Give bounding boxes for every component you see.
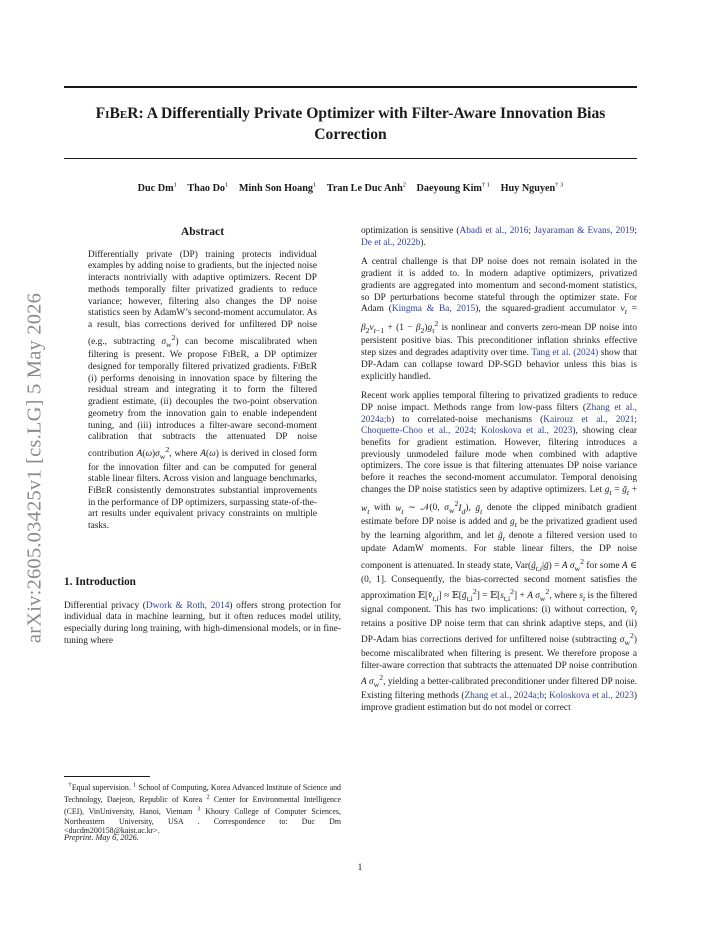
footnote-rule xyxy=(64,776,150,777)
citation-link[interactable]: Kairouz et al., 2021 xyxy=(543,414,635,425)
citation-link[interactable]: De et al., 2022b xyxy=(361,237,421,248)
footnote: †Equal supervision. $^1$ School of Computing, Korea Advanced Institute of Science and Technology, Daejeon, Republic of Korea $^2$ Center for Environmental Intelligence (CEI), VinUniversity, Hanoi, Vietnam $^3$ Khoury College of Computer Sciences, Northeastern University, USA . Correspondence to: Duc Dm <ducdm200158@kaist.ac.kr>. xyxy=(64,781,342,836)
citation-link[interactable]: Koloskova et al., 2023 xyxy=(480,426,573,437)
citation-link[interactable]: Kingma & Ba, 2015 xyxy=(391,304,476,315)
page-number: 1 xyxy=(357,863,363,873)
intro-paragraph: Differential privacy (Dwork & Roth, 2014) offers strong protection for individual data in machine learning, but it often reduces model utility, especially during long training, with high-dimensional models, or in fine-tuning where xyxy=(64,600,341,646)
author-list xyxy=(64,182,637,194)
citation-link[interactable]: Abadi et al., 2016 xyxy=(459,226,529,236)
abstract-heading: Abstract xyxy=(180,225,225,238)
citation-link[interactable]: Zhang et al., 2024a;b xyxy=(464,691,545,702)
citation-link[interactable]: Dwork & Roth, 2014 xyxy=(145,600,230,611)
section-heading-introduction: 1. Introduction xyxy=(64,575,136,588)
author: Daeyoung Kim$^{\dagger 1}$ xyxy=(416,182,491,195)
citation-link[interactable]: Choquette-Choo et al., 2024 xyxy=(361,426,474,437)
author: Tran Le Duc Anh$^2$ xyxy=(326,182,406,195)
intro-paragraph: A central challenge is that DP noise does not remain isolated in the gradient it is added to. In modern adaptive optimizers, privatized gradients are aggregated into momentum and second-moment statistics, so DP perturbations become stateful through the optimizer state. For Adam (Kingma & Ba, 2015), the squared-gradient accumulator $v_t = \beta_2v_{t-1} + (1 - \beta_2)g_t^2$ is nonlinear and converts zero-mean DP noise into persistent positive bias. This preconditioner inflation shrinks effective step sizes and degrades adaptivity over time. Tang et al. (2024) show that DP-Adam can collapse toward DP-SGD behavior unless this bias is explicitly handled. xyxy=(361,257,637,382)
title-rule-bottom xyxy=(64,158,637,159)
preprint-note: Preprint. May 6, 2026. xyxy=(64,833,139,842)
abstract-body: Differentially private (DP) training protects individual examples by adding noise to gradients, but the injected noise interacts nontrivially with adaptive optimizers. Recent DP methods temporally filter privatized gradients to reduce variance; however, filtering also changes the DP noise statistics seen by AdamW’s second-moment accumulator. As a result, bias corrections derived for unfiltered DP noise (e.g., subtracting $\sigma_w^2$) can become miscalibrated when filtering is present. We propose FiBeR, a DP optimizer designed for temporally filtered privatized gradients. FiBeR (i) performs denoising in innovation space by filtering the residual stream and integrating it to form the filtered gradient estimate, (ii) decouples the two-point observation geometry from the innovation gain to enable independent tuning, and (iii) introduces a filter-aware second-moment calibration that subtracts the attenuated DP noise contribution $A(\omega)\sigma_w^2$, where A(ω) is derived in closed form for the innovation filter and can be computed for general stable linear filters. Across vision and language benchmarks, FiBeR consistently demonstrates substantial improvements in the performance of DP optimizers, surpassing state-of-the-art results under equivalent privacy constraints on multiple tasks. xyxy=(88,249,317,532)
citation-link[interactable]: Koloskova et al., 2023 xyxy=(549,691,634,702)
intro-paragraph: Recent work applies temporal filtering to privatized gradients to reduce DP noise impact. Methods range from low-pass filters (Zhang et al., 2024a;b) to correlated-noise mechanisms (Kairouz et al., 2021; Choquette-Choo et al., 2024; Koloskova et al., 2023), showing clear benefits for gradient estimation. However, filtering introduces a previously unmodeled failure mode when combined with adaptive optimizers. The core issue is that filtering attenuates DP noise variance before it reaches the second-moment accumulator. Temporal denoising changes the DP noise statistics seen by adaptive optimizers. Let $g_t$ = ḡ$_t$ + $w_t$ with $w_t$ ∼ 𝒩(0, $\sigma_w^2I_d$), ḡ$_t$ denote the clipped minibatch gradient estimate before DP noise is added and $g_t$ be the privatized gradient used by the learning algorithm, and let $g̃_t$ denote a filtered version used to update AdamW moments. For stable linear filters, the DP noise component is attenuated. In steady state, $Var(g̃_{t,i}|ḡ) = A$ $\sigma_w^2$ for some A ∈ (0, 1]. Consequently, the bias-corrected second moment satisfies the approximation $𝔼[v̂_{t,i}]$ ≈ $𝔼[g̃_{t,i}^2]$ = $𝔼[s_{t,i}^2] + A$ $\sigma_w^2$, where $s_t$ is the filtered signal component. This has two implications: (i) without correction, $v̂_t$ retains a positive DP noise term that can shrink adaptive steps, and (ii) DP-Adam bias corrections derived for unfiltered noise (subtracting $\sigma_w^2$) become miscalibrated when filtering is present. We therefore propose a filter-aware correction that subtracts the attenuated DP noise contribution A $\sigma_w^2$, yielding a better-calibrated preconditioner under filtered DP noise. Existing filtering methods (Zhang et al., 2024a;b; Koloskova et al., 2023) improve gradient estimation but do not model or correct xyxy=(361,391,638,713)
citation-link[interactable]: Tang et al. (2024) xyxy=(531,348,599,359)
title-text: : A Differentially Private Optimizer with Filter-Aware Innovation Bias Correction xyxy=(138,105,606,143)
citation-link[interactable]: Jayaraman & Evans, 2019 xyxy=(534,226,635,236)
title-acronym: FiBeR xyxy=(95,105,139,122)
left-column xyxy=(64,226,341,655)
arxiv-stamp: arXiv:2605.03425v1 [cs.LG] 5 May 2026 xyxy=(23,292,46,644)
right-column xyxy=(361,226,637,722)
title-rule-top xyxy=(64,86,637,88)
paper-title xyxy=(64,103,637,145)
author: Duc Dm$^1$ xyxy=(137,182,177,195)
author: Thao Do$^1$ xyxy=(187,182,229,195)
citation-link[interactable]: Zhang et al., 2024a;b xyxy=(361,402,637,425)
author: Huy Nguyen$^{\dagger 3}$ xyxy=(500,182,564,195)
intro-paragraph: optimization is sensitive (Abadi et al., 2016; Jayaraman & Evans, 2019; De et al., 2022b). xyxy=(361,226,637,248)
author: Minh Son Hoang$^1$ xyxy=(238,182,317,195)
